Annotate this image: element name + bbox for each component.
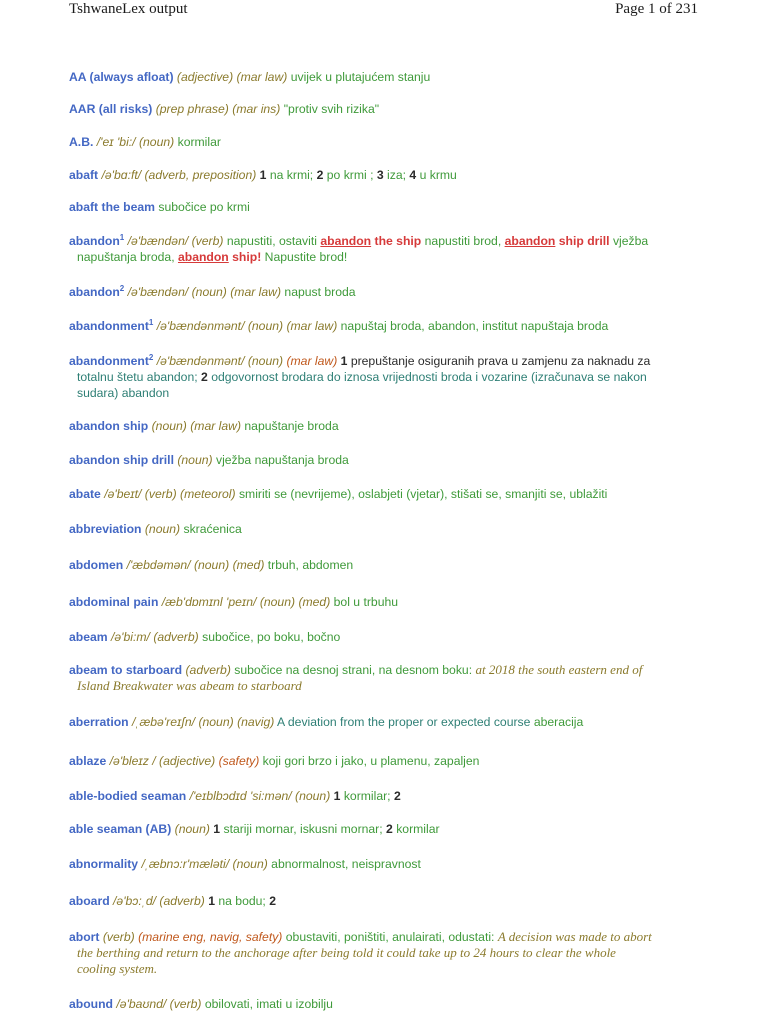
grammar-label: (noun)	[198, 715, 234, 729]
headword: abeam to starboard	[69, 663, 183, 677]
sense-definition: prepuštanje osiguranih prava u zamjenu za naknadu za	[350, 354, 651, 368]
translation: obilovati, imati u izobilju	[204, 997, 333, 1011]
homograph-number: 2	[119, 283, 125, 293]
headword: abandon$^1$	[69, 232, 125, 248]
translation: abnormalnost, neispravnost	[271, 857, 421, 871]
translation: kormilar;	[343, 789, 391, 803]
headword: aberration	[69, 715, 129, 729]
entry-abbreviation	[69, 521, 709, 537]
entry-abaft	[69, 167, 709, 183]
entry-aberration	[69, 714, 709, 730]
example-keyword: abandon	[177, 250, 229, 264]
domain-label: (mar law)	[230, 285, 282, 299]
example-phrase: ship!	[232, 250, 262, 264]
sense-number: 1	[340, 354, 348, 368]
domain-label: (navig)	[237, 715, 275, 729]
pronunciation: /ə'bɔ:ˌd/	[113, 894, 157, 908]
translation: napuštanje broda	[244, 419, 339, 433]
pronunciation: /ə'bændənmənt/	[156, 319, 245, 333]
grammar-label: (adverb, preposition)	[144, 168, 257, 182]
usage-example: A decision was made to abort	[497, 929, 652, 944]
translation: vježba napuštanja broda	[215, 453, 349, 467]
headword: able seaman (AB)	[69, 822, 172, 836]
headword: abdominal pain	[69, 595, 159, 609]
translation: skraćenica	[183, 522, 242, 536]
pronunciation: /ə'bleɪz /	[109, 754, 156, 768]
translation: kormilar	[396, 822, 440, 836]
grammar-label: (adverb)	[153, 630, 199, 644]
sense-definition: totalnu štetu abandon;	[77, 370, 198, 384]
usage-example: the berthing and return to the anchorage after being told it could take up to 24 hours to clear the whole	[77, 945, 616, 960]
page-header	[0, 0, 768, 24]
pronunciation: /ə'bændən/	[127, 285, 189, 299]
entry-abandon-ship-drill	[69, 452, 709, 468]
sense-number: 2	[316, 168, 324, 182]
headword: AAR (all risks)	[69, 102, 153, 116]
grammar-label: (verb)	[144, 487, 177, 501]
domain-label: (mar ins)	[232, 102, 281, 116]
headword: aboard	[69, 894, 110, 908]
translation: subočice po krmi	[158, 200, 250, 214]
pronunciation: /ə'bændənmənt/	[156, 354, 245, 368]
entry-aboard	[69, 893, 709, 909]
translation: napustiti, ostaviti	[226, 234, 317, 248]
entry-abandonment-2	[69, 353, 709, 401]
page-number: Page 1 of 231	[615, 1, 698, 17]
headword: abandon ship drill	[69, 453, 174, 467]
domain-label: (mar law)	[286, 354, 338, 368]
entry-abandon-ship	[69, 418, 709, 434]
headword: abbreviation	[69, 522, 142, 536]
entry-aar	[69, 101, 709, 117]
pronunciation: /ˌæbnɔ:r'mæləti/	[141, 857, 230, 871]
sense-number: 2	[393, 789, 401, 803]
sense-definition: odgovornost brodara do iznosa vrijednosti broda i vozarine (izračunava se nakon	[211, 370, 647, 384]
headword: able-bodied seaman	[69, 789, 187, 803]
entry-abort	[69, 929, 709, 977]
entry-abeam	[69, 629, 709, 645]
pronunciation: /'æbdəmən/	[126, 558, 191, 572]
pronunciation: /'eɪblbɔdɪd 'si:mən/	[189, 789, 292, 803]
translation: u krmu	[419, 168, 457, 182]
example-keyword: abandon	[504, 234, 556, 248]
translation: kormilar	[177, 135, 221, 149]
translation: aberacija	[533, 715, 584, 729]
translation: stariji mornar, iskusni mornar;	[223, 822, 383, 836]
grammar-label: (noun)	[177, 453, 213, 467]
domain-label: (mar law)	[236, 70, 288, 84]
headword: A.B.	[69, 135, 94, 149]
example-phrase: ship drill	[558, 234, 610, 248]
entry-able-seaman	[69, 821, 709, 837]
grammar-label: (adverb)	[185, 663, 231, 677]
usage-example: at 2018 the south eastern end of	[475, 662, 643, 677]
sense-number: 1	[259, 168, 267, 182]
sense-number: 3	[376, 168, 384, 182]
example-phrase: the ship	[374, 234, 422, 248]
grammar-label: (verb)	[169, 997, 202, 1011]
pronunciation: /ə'bi:m/	[111, 630, 150, 644]
entry-abnormality	[69, 856, 709, 872]
grammar-label: (noun)	[193, 558, 230, 572]
headword: abandon ship	[69, 419, 149, 433]
pronunciation: /'eɪ 'bi:/	[96, 135, 136, 149]
grammar-label: (noun)	[144, 522, 181, 536]
translation: trbuh, abdomen	[267, 558, 354, 572]
usage-example: Island Breakwater was abeam to starboard	[77, 678, 302, 693]
headword: abaft	[69, 168, 99, 182]
sense-number: 4	[409, 168, 417, 182]
entry-abaft-the-beam	[69, 199, 709, 215]
sense-number: 1	[333, 789, 341, 803]
grammar-label: (noun)	[191, 285, 227, 299]
document-source-title: TshwaneLex output	[69, 1, 188, 17]
grammar-label: (verb)	[191, 234, 224, 248]
headword: abate	[69, 487, 101, 501]
translation: koji gori brzo i jako, u plamenu, zapaljen	[262, 754, 480, 768]
grammar-label: (verb)	[102, 930, 135, 944]
translation: "protiv svih rizika"	[283, 102, 380, 116]
translation: na krmi;	[269, 168, 314, 182]
translation: iza;	[387, 168, 407, 182]
pronunciation: /ə'beɪt/	[104, 487, 142, 501]
sense-number: 2	[386, 822, 393, 836]
domain-label: (mar law)	[190, 419, 242, 433]
translation: smiriti se (nevrijeme), oslabjeti (vjetar), stišati se, smanjiti se, ublažiti	[238, 487, 608, 501]
entry-abandon-1	[69, 233, 709, 265]
sense-definition: sudara) abandon	[77, 386, 170, 400]
english-definition: A deviation from the proper or expected course	[277, 715, 531, 729]
example-translation: napuštanja broda,	[77, 250, 175, 264]
grammar-label: (noun)	[151, 419, 187, 433]
headword: abnormality	[69, 857, 139, 871]
homograph-number: 1	[119, 232, 125, 242]
entry-abound	[69, 996, 709, 1012]
entry-ab	[69, 134, 709, 150]
headword: abandonment$^2$	[69, 352, 154, 368]
sense-number: 1	[208, 894, 215, 908]
headword: abound	[69, 997, 114, 1011]
entry-abdomen	[69, 557, 709, 573]
pronunciation: /æb'dɒmɪnl 'peɪn/	[161, 595, 257, 609]
translation: obustaviti, poništiti, anulairati, odustati:	[285, 930, 495, 944]
entry-ablaze	[69, 753, 709, 769]
entry-able-bodied-seaman	[69, 788, 709, 804]
translation: subočice na desnoj strani, na desnom boku:	[234, 663, 473, 677]
pronunciation: /ə'bændən/	[127, 234, 189, 248]
headword: abandon$^2$	[69, 283, 125, 299]
translation: uvijek u plutajućem stanju	[290, 70, 431, 84]
sense-number: 2	[201, 370, 208, 384]
grammar-label: (noun)	[295, 789, 331, 803]
example-translation: napustiti brod,	[424, 234, 502, 248]
entry-abdominal-pain	[69, 594, 709, 610]
example-translation: Napustite brod!	[264, 250, 348, 264]
headword: abeam	[69, 630, 108, 644]
domain-label: (marine eng, navig, safety)	[138, 930, 283, 944]
grammar-label: (noun)	[174, 822, 210, 836]
domain-label: (mar law)	[286, 319, 338, 333]
pronunciation: /ə'baʊnd/	[116, 997, 167, 1011]
grammar-label: (noun)	[232, 857, 268, 871]
headword: abort	[69, 930, 100, 944]
domain-label: (safety)	[218, 754, 260, 768]
domain-label: (med)	[232, 558, 265, 572]
headword: abandonment$^1$	[69, 317, 154, 333]
sense-number: 1	[213, 822, 221, 836]
pronunciation: /ˌæbə'reɪʃn/	[132, 715, 196, 729]
headword: abdomen	[69, 558, 124, 572]
grammar-label: (prep phrase)	[155, 102, 229, 116]
headword: ablaze	[69, 754, 107, 768]
usage-example: cooling system.	[77, 961, 158, 976]
translation: na bodu;	[218, 894, 266, 908]
example-translation: vježba	[612, 234, 649, 248]
entry-abandonment-1	[69, 318, 709, 334]
grammar-label: (adverb)	[159, 894, 205, 908]
entry-abandon-2	[69, 284, 709, 300]
grammar-label: (noun)	[138, 135, 175, 149]
grammar-label: (adjective)	[176, 70, 234, 84]
pronunciation: /ə'bɑ:ft/	[101, 168, 142, 182]
domain-label: (med)	[298, 595, 331, 609]
translation: napust broda	[284, 285, 356, 299]
translation: bol u trbuhu	[333, 595, 399, 609]
grammar-label: (adjective)	[159, 754, 216, 768]
translation: napuštaj broda, abandon, institut napuštaja broda	[340, 319, 609, 333]
grammar-label: (noun)	[259, 595, 296, 609]
grammar-label: (noun)	[247, 354, 284, 368]
entry-abate	[69, 486, 709, 502]
entry-aa	[69, 69, 709, 85]
sense-number: 2	[269, 894, 276, 908]
headword: AA (always afloat)	[69, 70, 174, 84]
entry-abeam-to-starboard	[69, 662, 709, 694]
translation: subočice, po boku, bočno	[202, 630, 341, 644]
homograph-number: 2	[148, 352, 154, 362]
translation: po krmi ;	[326, 168, 374, 182]
domain-label: (meteorol)	[180, 487, 236, 501]
grammar-label: (noun)	[247, 319, 284, 333]
example-keyword: abandon	[320, 234, 372, 248]
headword: abaft the beam	[69, 200, 156, 214]
homograph-number: 1	[148, 317, 154, 327]
